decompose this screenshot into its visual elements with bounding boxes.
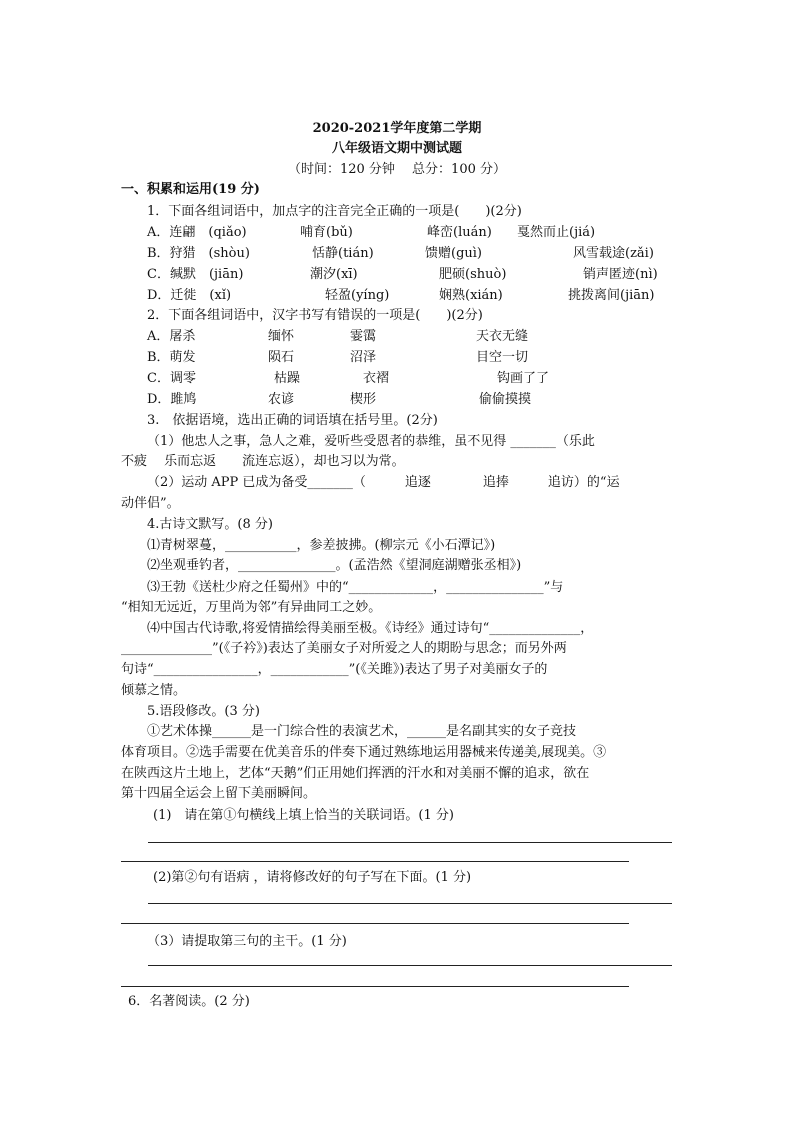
q2-a-2: 缅怀 bbox=[268, 329, 295, 344]
q2-b-4: 目空一切 bbox=[476, 350, 529, 365]
q4-line8: 倾慕之情。 bbox=[121, 683, 187, 698]
q1-b-2: 恬静(tián) bbox=[312, 246, 374, 261]
q1-stem: 1．下面各组词语中，加点字的注音完全正确的一项是( )(2分) bbox=[147, 204, 522, 219]
q2-d-1: D．雎鸠 bbox=[147, 392, 197, 407]
q3-p2-line2: 动伴侣”。 bbox=[121, 496, 180, 511]
answer-line[interactable] bbox=[148, 842, 672, 843]
q4-line4: “相知无远近，万里尚为邻”有异曲同工之妙。 bbox=[121, 600, 382, 615]
q2-a-4: 天衣无缝 bbox=[476, 329, 529, 344]
q1-c-3: 肥硕(shuò) bbox=[439, 267, 507, 282]
q2-c-2: 枯躁 bbox=[274, 371, 301, 386]
q1-d-4: 挑拨离间(jiān) bbox=[568, 288, 655, 303]
q3-p1-line2: 不疲 乐而忘返 流连忘返），却也习以为常。 bbox=[121, 454, 405, 469]
q2-b-3: 沼泽 bbox=[350, 350, 377, 365]
q1-d-2: 轻盈(yíng) bbox=[325, 288, 390, 303]
q5-para-line1: ①艺术体操______是一门综合性的表演艺术，______是名副其实的女子竞技 bbox=[147, 724, 577, 739]
q2-c-3: 衣褶 bbox=[363, 371, 390, 386]
q1-c-2: 潮汐(xī) bbox=[310, 267, 358, 282]
q2-d-2: 农谚 bbox=[268, 392, 295, 407]
exam-title: 八年级语文期中测试题 bbox=[331, 141, 462, 156]
exam-year: 2020-2021学年度第二学期 bbox=[312, 121, 482, 136]
q4-stem: 4.古诗文默写。(8 分) bbox=[147, 517, 273, 532]
q4-line7: 句诗“________________，____________”(《关雎》)表达了男子对美丽女子的 bbox=[121, 662, 548, 677]
answer-line[interactable] bbox=[121, 861, 629, 862]
q1-a-3: 峰峦(luán) bbox=[427, 225, 492, 240]
q5-sub3: （3）请提取第三句的主干。(1 分) bbox=[147, 934, 347, 949]
q4-line3: ⑶王勃《送杜少府之任蜀州》中的“_____________，_______________”与 bbox=[147, 580, 564, 595]
q4-line1: ⑴青树翠蔓，___________，参差披拂。(柳宗元《小石潭记》) bbox=[147, 538, 496, 553]
answer-line[interactable] bbox=[121, 923, 629, 924]
q2-c-1: C．调零 bbox=[147, 371, 196, 386]
q5-para-line2: 体育项目。②选手需要在优美音乐的伴奏下通过熟练地运用器械来传递美,展现美。③ bbox=[121, 745, 607, 760]
q1-a-4: 戛然而止(jiá) bbox=[517, 225, 596, 240]
q6-stem: 6．名著阅读。(2 分) bbox=[128, 994, 250, 1009]
q1-b-1: B．狩猎 (shòu) bbox=[147, 246, 250, 261]
exam-meta: （时间：120 分钟 总分：100 分） bbox=[287, 162, 507, 177]
q3-p1-line1: （1）他忠人之事，急人之难，爱听些受恩者的恭维，虽不见得 _______（乐此 bbox=[147, 434, 595, 449]
answer-line[interactable] bbox=[121, 986, 629, 987]
q1-d-1: D．迁徙 (xǐ) bbox=[147, 288, 232, 303]
answer-line[interactable] bbox=[148, 903, 672, 904]
q2-stem: 2．下面各组词语中，汉字书写有错误的一项是( )(2分) bbox=[147, 308, 483, 323]
q1-b-4: 风雪载途(zǎi) bbox=[573, 246, 654, 261]
q1-a-2: 哺育(bǔ) bbox=[300, 225, 353, 240]
q1-c-1: C．缄默 (jiān) bbox=[147, 267, 244, 282]
q2-c-4: 钩画了了 bbox=[497, 371, 550, 386]
section-heading: 一、积累和运用(19 分) bbox=[121, 182, 260, 197]
q5-para-line4: 第十四届全运会上留下美丽瞬间。 bbox=[121, 786, 317, 801]
q1-b-3: 馈赠(guì) bbox=[425, 246, 482, 261]
q1-a-1: A．连翩 (qiǎo) bbox=[147, 225, 247, 240]
q4-line2: ⑵坐观垂钓者，_______________。(孟浩然《望洞庭湖赠张丞相》) bbox=[147, 558, 522, 573]
q2-d-3: 楔形 bbox=[350, 392, 377, 407]
q1-c-4: 销声匿迹(nì) bbox=[583, 267, 658, 282]
q2-a-1: A．屠杀 bbox=[147, 329, 196, 344]
q2-a-3: 霎霭 bbox=[350, 329, 377, 344]
q3-p2-line1: （2）运动 APP 已成为备受_______（ 追逐 追捧 追访）的“运 bbox=[147, 475, 620, 490]
q2-b-1: B．萌发 bbox=[147, 350, 196, 365]
q5-sub2: (2)第②句有语病 ，请将修改好的句子写在下面。(1 分) bbox=[153, 870, 472, 885]
q4-line5: ⑷中国古代诗歌,将爱情描绘得美丽至极。《诗经》通过诗句“______________， bbox=[147, 621, 594, 636]
q1-d-3: 娴熟(xián) bbox=[439, 288, 503, 303]
q2-d-4: 偷偷摸摸 bbox=[479, 392, 532, 407]
answer-line[interactable] bbox=[148, 965, 672, 966]
q3-stem: 3. 依据语境，选出正确的词语填在括号里。(2分) bbox=[147, 413, 438, 428]
q4-line6: ______________”(《子衿》)表达了美丽女子对所爱之人的期盼与思念；而另外两 bbox=[121, 641, 567, 656]
q2-b-2: 陨石 bbox=[268, 350, 295, 365]
q5-sub1: (1) 请在第①句横线上填上恰当的关联词语。(1 分) bbox=[153, 808, 454, 823]
q5-stem: 5.语段修改。(3 分) bbox=[147, 704, 260, 719]
q5-para-line3: 在陕西这片土地上，艺体“天鹅”们正用她们挥洒的汗水和对美丽不懈的追求，欲在 bbox=[121, 766, 590, 781]
